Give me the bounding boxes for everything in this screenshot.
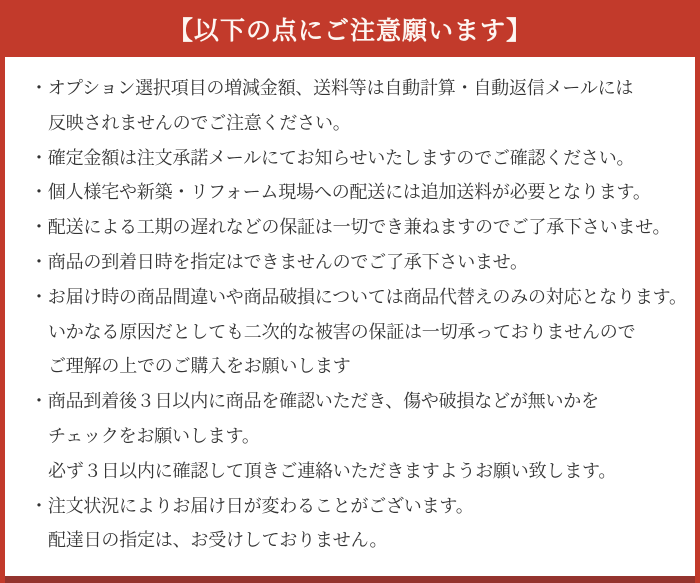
notice-line: いかなる原因だとしても二次的な被害の保証は一切承っておりませんので: [48, 321, 636, 342]
notice-line: 配達日の指定は、お受けしておりません。: [48, 530, 388, 551]
notice-list: [5, 57, 695, 558]
notice-line: ・商品到着後３日以内に商品を確認いただき、傷や破損などが無いかを: [30, 391, 599, 412]
notice-line: ・商品の到着日時を指定はできませんのでご了承下さいませ。: [30, 251, 528, 272]
notice-line: ・確定金額は注文承諾メールにてお知らせいたしますのでご確認ください。: [30, 147, 635, 168]
notice-line: ・配送による工期の遅れなどの保証は一切でき兼ねますのでご了承下さいませ。: [30, 217, 671, 238]
notice-line: 反映されませんのでご注意ください。: [48, 112, 351, 133]
notice-line: ・お届け時の商品間違いや商品破損については商品代替えのみの対応となります。: [30, 286, 687, 307]
notice-line: 必ず３日以内に確認して頂きご連絡いただきますようお願い致します。: [48, 460, 617, 481]
notice-line: ・個人様宅や新築・リフォーム現場への配送には追加送料が必要となります。: [30, 182, 651, 203]
notice-line: ・注文状況によりお届け日が変わることがございます。: [30, 495, 474, 516]
notice-line: チェックをお願いします。: [48, 425, 260, 446]
notice-title: 【以下の点にご注意願います】: [167, 16, 532, 45]
bottom-accent-bar: [5, 576, 695, 583]
notice-line: ・オプション選択項目の増減金額、送料等は自動計算・自動返信メールには: [30, 78, 634, 98]
notice-line: ご理解の上でのご購入をお願いします: [48, 356, 351, 377]
notice-header: [5, 0, 695, 57]
